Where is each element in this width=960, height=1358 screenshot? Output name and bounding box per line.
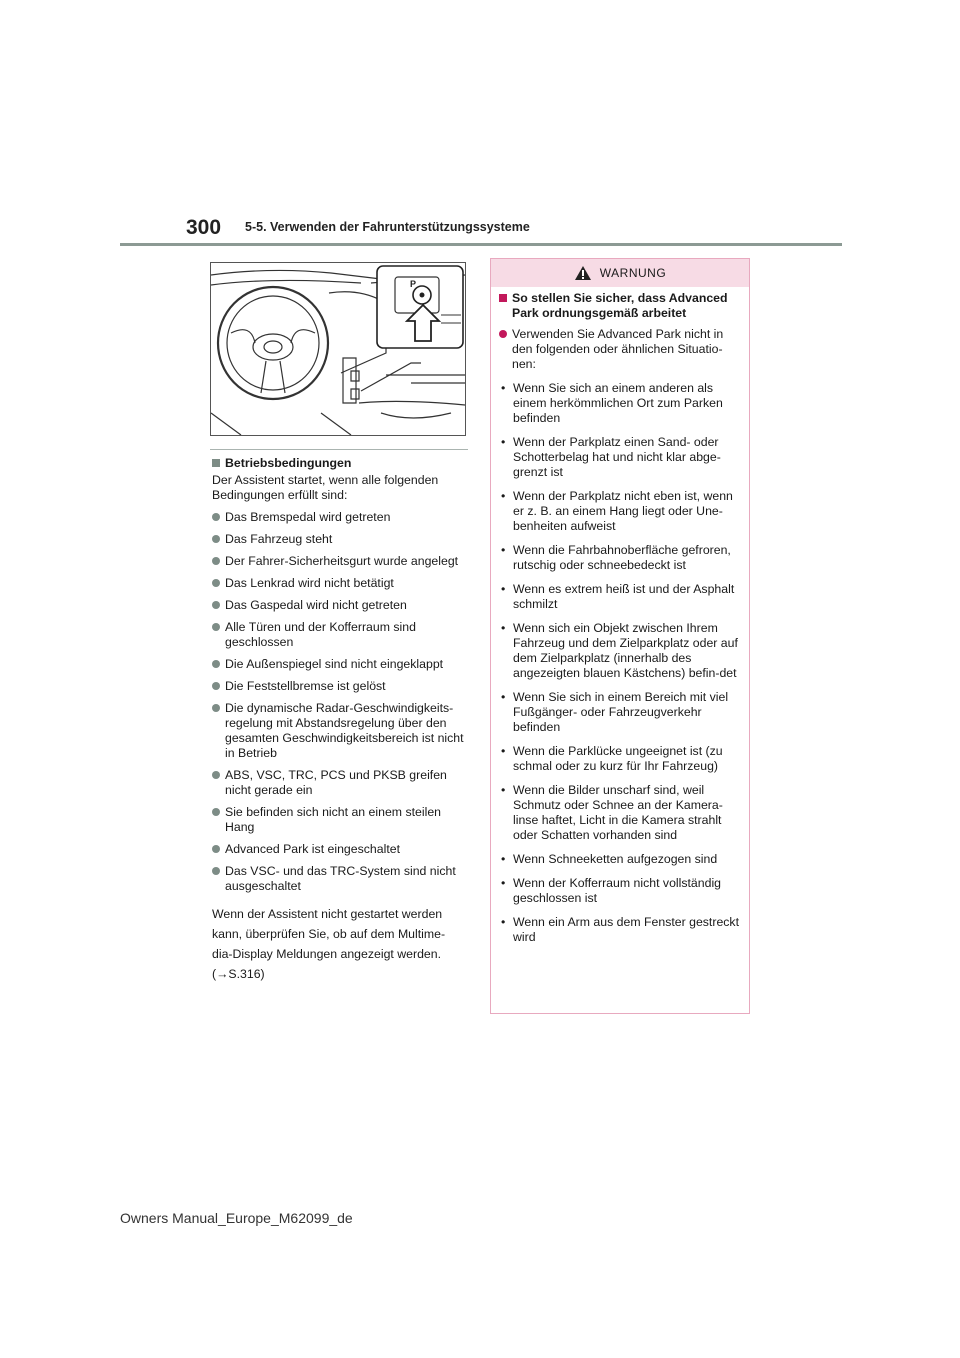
square-bullet-icon — [212, 459, 220, 467]
operating-conditions-section — [212, 450, 468, 984]
conditions-heading: Betriebsbedingungen — [212, 456, 468, 471]
page-number: 300 — [186, 216, 222, 239]
list-item: Die Feststellbremse ist gelöst — [212, 679, 468, 694]
list-item: • Wenn die Bilder unscharf sind, weil Schmutz oder Schnee an der Kamera-linse haftet, Licht in die Kamera strahlt oder Schatten vorhanden sind — [501, 783, 723, 842]
warning-header — [491, 259, 749, 287]
dashboard-illustration — [210, 262, 466, 436]
warning-list — [499, 381, 741, 945]
warning-lead: Verwenden Sie Advanced Park nicht in den folgenden oder ähnlichen Situatio-nen: — [499, 327, 741, 372]
header-rule — [120, 243, 842, 246]
page-reference-link[interactable]: (→S.316) — [212, 967, 265, 981]
circle-bullet-icon — [212, 771, 220, 779]
warning-body — [491, 287, 749, 945]
circle-bullet-icon — [499, 330, 507, 338]
conditions-intro: Der Assistent startet, wenn alle folgenden Bedingungen erfüllt sind: — [212, 473, 439, 502]
list-item: Sie befinden sich nicht an einem steilen Hang — [212, 805, 468, 835]
park-icon-letter: P — [410, 279, 417, 289]
circle-bullet-icon — [212, 845, 220, 853]
list-item: • Wenn der Parkplatz nicht eben ist, wenn er z. B. an einem Hang liegt oder Une-benheiten aufweist — [501, 489, 733, 533]
list-item: • Wenn sich ein Objekt zwischen Ihrem Fahrzeug und dem Zielparkplatz oder auf dem Zielparkplatz (innerhalb des angezeigten blauen Kästchens) befin-det — [501, 621, 738, 680]
list-item: • Wenn ein Arm aus dem Fenster gestreckt wird — [501, 915, 739, 944]
list-item: • Wenn Sie sich in einem Bereich mit viel Fußgänger- oder Fahrzeugverkehr befinden — [501, 690, 729, 734]
circle-bullet-icon — [212, 867, 220, 875]
list-item: Das Lenkrad wird nicht betätigt — [212, 576, 468, 591]
list-item: • Wenn der Parkplatz einen Sand- oder Schotterbelag hat und nicht klar abge-grenzt ist — [501, 435, 721, 479]
list-item: Advanced Park ist eingeschaltet — [212, 842, 468, 857]
warning-subheading: So stellen Sie sicher, dass Advanced Park ordnungsgemäß arbeitet — [499, 291, 741, 321]
list-item: • Wenn Schneeketten aufgezogen sind — [501, 852, 718, 866]
list-item: • Wenn Sie sich an einem anderen als einem herkömmlichen Ort zum Parken befinden — [501, 381, 723, 425]
list-item: Die dynamische Radar-Geschwindigkeits-regelung mit Abstandsregelung über den gesamten Geschwindigkeitsbereich ist nicht in Betrieb — [212, 701, 468, 761]
warning-triangle-icon — [574, 265, 592, 281]
warning-label: WARNUNG — [599, 266, 667, 280]
list-item: Die Außenspiegel sind nicht eingeklappt — [212, 657, 468, 672]
square-bullet-icon — [499, 294, 507, 302]
circle-bullet-icon — [212, 601, 220, 609]
list-item: ABS, VSC, TRC, PCS und PKSB greifen nicht gerade ein — [212, 768, 468, 798]
closing-paragraph: Wenn der Assistent nicht gestartet werden kann, überprüfen Sie, ob auf dem Multime- dia-Display Meldungen angezeigt werden. (→S.316) — [212, 904, 468, 984]
conditions-list — [212, 510, 468, 894]
circle-bullet-icon — [212, 682, 220, 690]
dashboard-drawing — [211, 263, 465, 435]
list-item: Das VSC- und das TRC-System sind nicht ausgeschaltet — [212, 864, 468, 894]
footer-text: Owners Manual_Europe_M62099_de — [120, 1210, 353, 1226]
circle-bullet-icon — [212, 535, 220, 543]
section-title: 5-5. Verwenden der Fahrunterstützungssysteme — [245, 220, 530, 234]
circle-bullet-icon — [212, 557, 220, 565]
circle-bullet-icon — [212, 623, 220, 631]
list-item: • Wenn die Fahrbahnoberfläche gefroren, rutschig oder schneebedeckt ist — [501, 543, 731, 572]
list-item: Das Bremspedal wird getreten — [212, 510, 468, 525]
list-item: Das Gaspedal wird nicht getreten — [212, 598, 468, 613]
list-item: • Wenn der Kofferraum nicht vollständig geschlossen ist — [501, 876, 722, 905]
circle-bullet-icon — [212, 704, 220, 712]
list-item: • Wenn die Parklücke ungeeignet ist (zu schmal oder zu kurz für Ihr Fahrzeug) — [501, 744, 723, 773]
list-item: Das Fahrzeug steht — [212, 532, 468, 547]
list-item: Alle Türen und der Kofferraum sind geschlossen — [212, 620, 468, 650]
circle-bullet-icon — [212, 513, 220, 521]
circle-bullet-icon — [212, 579, 220, 587]
list-item: • Wenn es extrem heiß ist und der Asphalt schmilzt — [501, 582, 735, 611]
circle-bullet-icon — [212, 808, 220, 816]
warning-box — [490, 258, 750, 1014]
list-item: Der Fahrer-Sicherheitsgurt wurde angelegt — [212, 554, 468, 569]
circle-bullet-icon — [212, 660, 220, 668]
